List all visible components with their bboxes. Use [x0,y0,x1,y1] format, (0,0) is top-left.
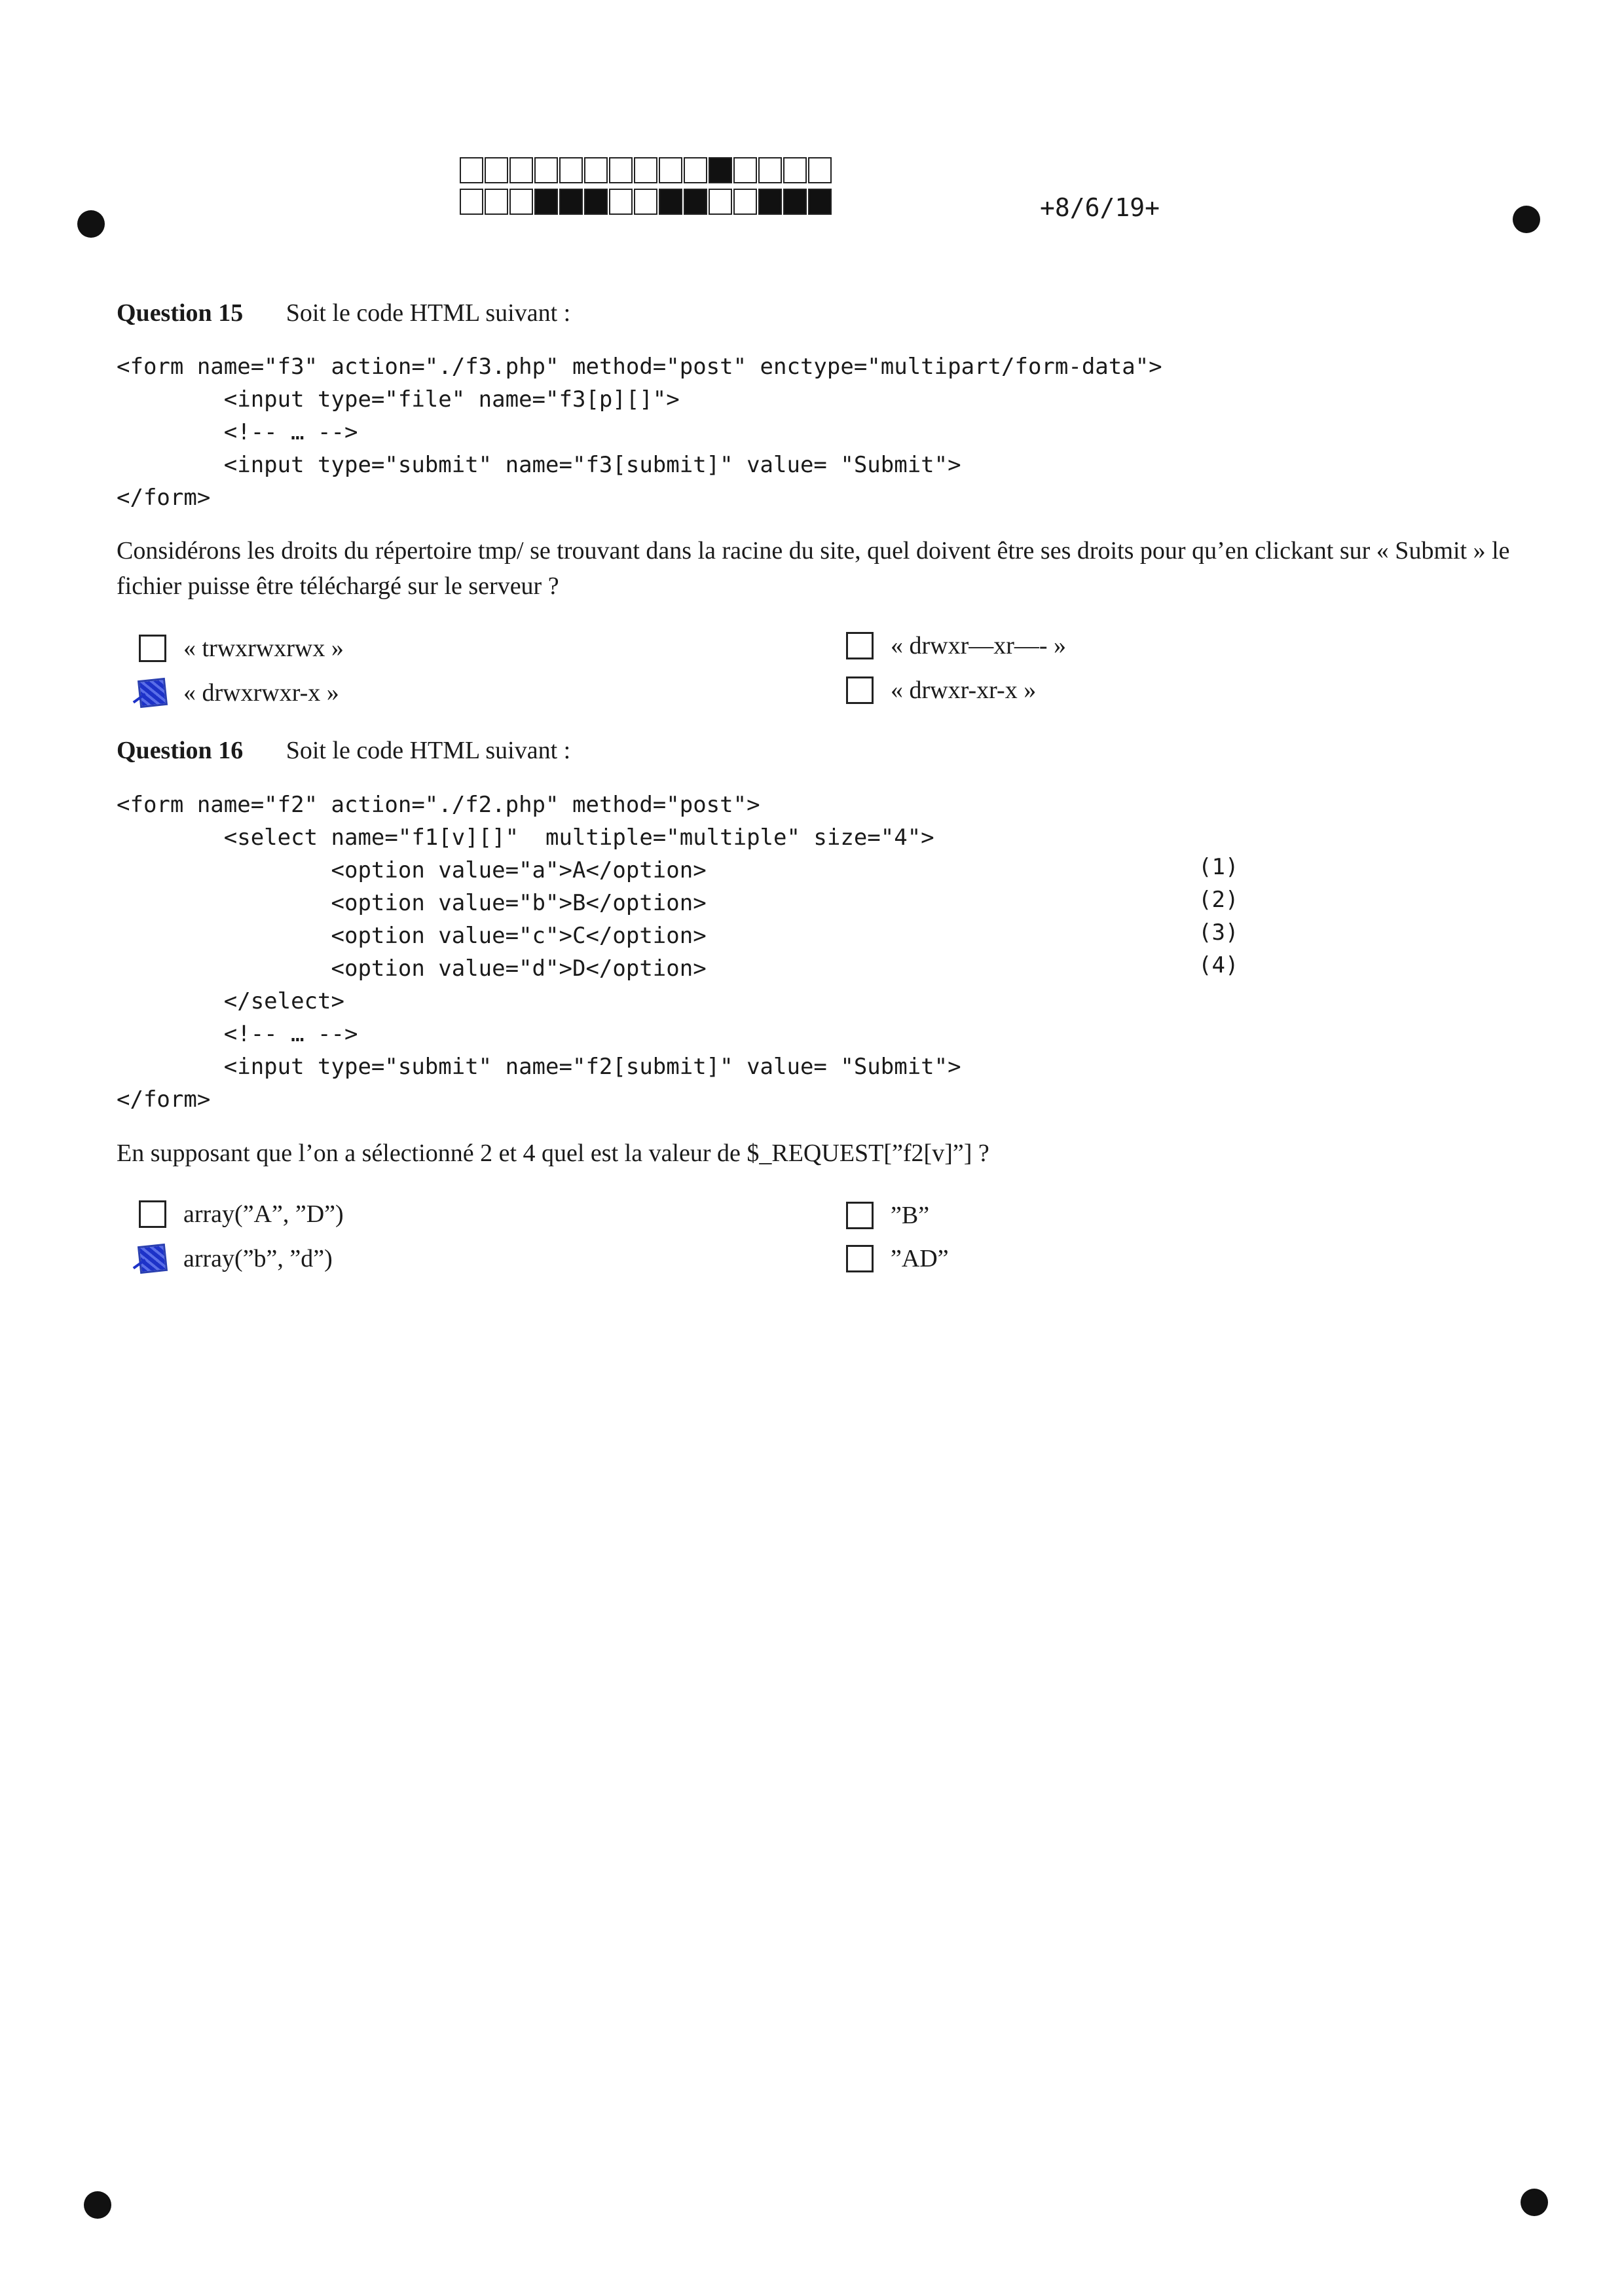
q15-option-4-label: « drwxr-xr-x » [891,676,1037,704]
id-grid-cell [783,189,807,215]
q16-option-1[interactable] [139,1200,344,1229]
id-grid-cell [609,189,633,215]
question-16-text: En supposant que l’on a sélectionné 2 et 4 quel est la valeur de $_REQUEST[”f2[v]”] ? [117,1139,989,1167]
question-16-intro: Soit le code HTML suivant : [286,737,571,764]
q16-option-2[interactable] [846,1201,929,1230]
id-grid-cell [534,157,558,183]
q16-option-3-label: array(”b”, ”d”) [183,1245,333,1272]
id-grid-cell [634,189,657,215]
id-grid-cell [485,189,508,215]
q15-option-3[interactable] [139,678,339,707]
question-16-heading [117,736,570,765]
question-16-label: Question 16 [117,737,244,764]
id-grid-cell [509,189,533,215]
id-grid-cell [684,189,707,215]
id-grid-cell [559,189,583,215]
id-grid-cell [460,157,483,183]
q16-option-1-checkbox[interactable] [139,1200,166,1228]
q16-option-3[interactable] [139,1244,333,1273]
code-line-number-2: (2) [1198,887,1239,913]
id-grid-cell [808,189,832,215]
q15-option-1-label: « trwxrwxrwx » [183,635,344,662]
question-16-code: <form name="f2" action="./f2.php" method="post"> <select name="f1[v][]" multiple="multiple" size="4"> <option value="a">A</option> <option value="b">B</option> <option value="c">C</option> <option value="d">D</option> </select> <!-- … --> <input type="submit" name="f2[submit]" value= "Submit"> </form> [117,792,961,1113]
q16-option-4-label: ”AD” [891,1245,949,1272]
id-grid-cell [808,157,832,183]
id-grid-cell [733,189,757,215]
corner-marker-top-left [77,210,105,238]
q16-option-4-checkbox[interactable] [846,1245,874,1272]
id-grid-cell [534,189,558,215]
q15-option-3-label: « drwxrwxr-x » [183,679,339,707]
corner-marker-bottom-left [84,2191,111,2219]
q15-option-1[interactable] [139,634,344,663]
q16-option-4[interactable] [846,1244,949,1273]
q15-option-3-checkbox[interactable] [138,678,168,708]
id-grid-cell [609,157,633,183]
id-grid-cell [659,189,682,215]
id-grid-row [460,189,833,217]
q15-option-1-checkbox[interactable] [139,635,166,662]
id-grid-cell [758,157,782,183]
id-grid-cell [509,157,533,183]
question-15-label: Question 15 [117,299,244,327]
id-grid-cell [758,189,782,215]
id-grid-cell [485,157,508,183]
q16-option-2-label: ”B” [891,1202,930,1229]
id-grid-cell [584,157,608,183]
id-grid-cell [460,189,483,215]
id-grid-cell [733,157,757,183]
corner-marker-top-right [1513,206,1540,233]
q15-option-2-label: « drwxr—xr—- » [891,632,1067,659]
q16-option-3-checkbox[interactable] [138,1244,168,1274]
id-grid-row [460,157,833,186]
code-line-number-1: (1) [1198,854,1239,880]
question-15-text: Considérons les droits du répertoire tmp/ se trouvant dans la racine du site, quel doivent être ses droits pour qu’en clickant sur « Submit » le fichier puisse être téléchargé sur le serveur ? [117,537,1510,600]
q15-option-4-checkbox[interactable] [846,676,874,704]
page-code: +8/6/19+ [1040,193,1160,222]
q15-option-4[interactable] [846,676,1036,705]
id-grid-cell [634,157,657,183]
question-15-intro: Soit le code HTML suivant : [286,299,571,327]
code-line-number-3: (3) [1198,919,1239,946]
id-grid-cell [584,189,608,215]
q16-option-2-checkbox[interactable] [846,1202,874,1229]
id-grid-cell [659,157,682,183]
corner-marker-bottom-right [1521,2189,1548,2216]
id-grid-cell [684,157,707,183]
question-15-code: <form name="f3" action="./f3.php" method="post" enctype="multipart/form-data"> <input type="file" name="f3[p][]"> <!-- … --> <input type="submit" name="f3[submit]" value= "Submit"> </form> [117,354,1162,511]
id-grid-cell [559,157,583,183]
q15-option-2[interactable] [846,631,1066,660]
q16-option-1-label: array(”A”, ”D”) [183,1200,344,1228]
q15-option-2-checkbox[interactable] [846,632,874,659]
question-15-heading [117,299,570,327]
code-line-number-4: (4) [1198,952,1239,978]
id-grid-cell [783,157,807,183]
id-grid-cell [709,189,732,215]
student-id-grid [460,157,833,220]
id-grid-cell [709,157,732,183]
